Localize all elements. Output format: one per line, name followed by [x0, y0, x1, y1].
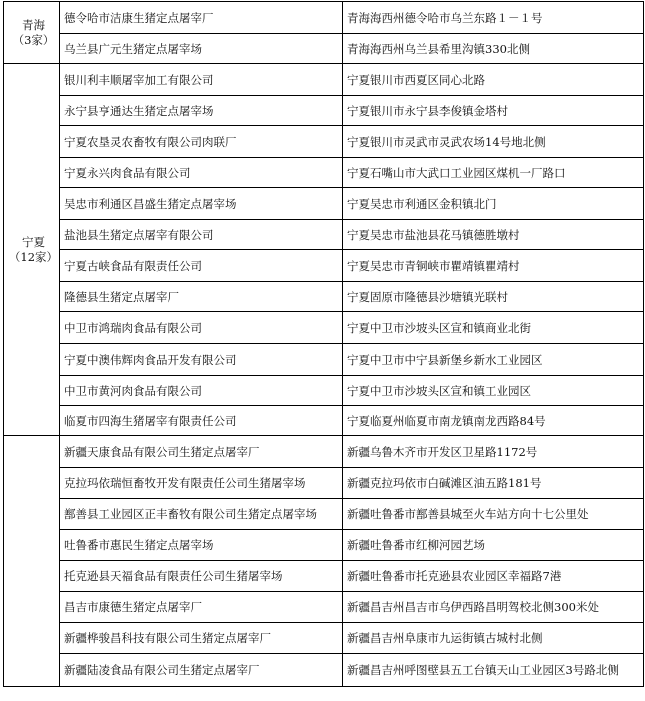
- table-row: [4, 2, 644, 34]
- table-row: [4, 250, 644, 282]
- company-name-cell: 乌兰县广元生猪定点屠宰场: [60, 34, 343, 64]
- address-cell: 宁夏吴忠市利通区金积镇北门: [343, 188, 644, 220]
- region-cell: [4, 2, 60, 64]
- slaughterhouse-table: [3, 1, 644, 687]
- company-name-cell: 德令哈市洁康生猪定点屠宰厂: [60, 2, 343, 34]
- address-cell: 宁夏中卫市沙坡头区宣和镇工业园区: [343, 376, 644, 406]
- address-cell: 青海海西州德令哈市乌兰东路１－１号: [343, 2, 644, 34]
- company-name-cell: 中卫市黄河肉食品有限公司: [60, 376, 343, 406]
- address-cell: 宁夏临夏州临夏市南龙镇南龙西路84号: [343, 406, 644, 436]
- table-body: [4, 2, 644, 687]
- region-count: （12家）: [8, 249, 59, 264]
- address-cell: 新疆昌吉州阜康市九运街镇古城村北侧: [343, 623, 644, 654]
- table-row: [4, 64, 644, 96]
- address-cell: 新疆吐鲁番市托克逊县农业园区幸福路7港: [343, 561, 644, 592]
- table-row: [4, 34, 644, 64]
- table-row: [4, 499, 644, 530]
- table-row: [4, 188, 644, 220]
- address-cell: 新疆吐鲁番市鄯善县城至火车站方向十七公里处: [343, 499, 644, 530]
- company-name-cell: 中卫市鸿瑞肉食品有限公司: [60, 312, 343, 344]
- table-row: [4, 530, 644, 561]
- address-cell: 宁夏中卫市沙坡头区宣和镇商业北街: [343, 312, 644, 344]
- company-name-cell: 昌吉市康德生猪定点屠宰厂: [60, 592, 343, 623]
- address-cell: 新疆克拉玛依市白碱滩区油五路181号: [343, 468, 644, 499]
- table-row: [4, 406, 644, 436]
- region-name: 青海: [22, 17, 45, 32]
- company-name-cell: 托克逊县天福食品有限责任公司生猪屠宰场: [60, 561, 343, 592]
- address-cell: 宁夏银川市西夏区同心北路: [343, 64, 644, 96]
- company-name-cell: 宁夏农垦灵农畜牧有限公司肉联厂: [60, 126, 343, 158]
- company-name-cell: 新疆陆凌食品有限公司生猪定点屠宰厂: [60, 654, 343, 687]
- address-cell: 宁夏中卫市中宁县新堡乡新水工业园区: [343, 344, 644, 376]
- region-count: （3家）: [12, 32, 55, 47]
- region-cell: [4, 436, 60, 687]
- company-name-cell: 新疆桦骏昌科技有限公司生猪定点屠宰厂: [60, 623, 343, 654]
- company-name-cell: 新疆天康食品有限公司生猪定点屠宰厂: [60, 436, 343, 468]
- region-cell: [4, 64, 60, 436]
- company-name-cell: 吐鲁番市惠民生猪定点屠宰场: [60, 530, 343, 561]
- address-cell: 新疆昌吉州呼图壁县五工台镇天山工业园区3号路北侧: [343, 654, 644, 687]
- table-row: [4, 344, 644, 376]
- table-row: [4, 592, 644, 623]
- table-row: [4, 126, 644, 158]
- company-name-cell: 宁夏古峡食品有限责任公司: [60, 250, 343, 282]
- table-row: [4, 312, 644, 344]
- table-row: [4, 220, 644, 250]
- address-cell: 新疆昌吉州昌吉市乌伊西路昌明驾校北侧300米处: [343, 592, 644, 623]
- address-cell: 宁夏银川市灵武市灵武农场14号地北侧: [343, 126, 644, 158]
- table-row: [4, 376, 644, 406]
- address-cell: 宁夏石嘴山市大武口工业园区煤机一厂路口: [343, 158, 644, 188]
- table-row: [4, 158, 644, 188]
- company-name-cell: 盐池县生猪定点屠宰有限公司: [60, 220, 343, 250]
- company-name-cell: 吴忠市利通区昌盛生猪定点屠宰场: [60, 188, 343, 220]
- company-name-cell: 银川利丰顺屠宰加工有限公司: [60, 64, 343, 96]
- region-name: 宁夏: [22, 234, 45, 249]
- company-name-cell: 永宁县亨通达生猪定点屠宰场: [60, 96, 343, 126]
- table-row: [4, 96, 644, 126]
- table-row: [4, 282, 644, 312]
- table-row: [4, 436, 644, 468]
- company-name-cell: 克拉玛依瑞恒畜牧开发有限责任公司生猪屠宰场: [60, 468, 343, 499]
- company-name-cell: 宁夏永兴肉食品有限公司: [60, 158, 343, 188]
- company-name-cell: 隆德县生猪定点屠宰厂: [60, 282, 343, 312]
- address-cell: 宁夏银川市永宁县李俊镇金塔村: [343, 96, 644, 126]
- address-cell: 宁夏吴忠市青铜峡市瞿靖镇瞿靖村: [343, 250, 644, 282]
- address-cell: 新疆吐鲁番市红柳河园艺场: [343, 530, 644, 561]
- address-cell: 宁夏固原市隆德县沙塘镇光联村: [343, 282, 644, 312]
- company-name-cell: 鄯善县工业园区正丰畜牧有限公司生猪定点屠宰场: [60, 499, 343, 530]
- address-cell: 青海海西州乌兰县希里沟镇330北侧: [343, 34, 644, 64]
- company-name-cell: 临夏市四海生猪屠宰有限责任公司: [60, 406, 343, 436]
- table-row: [4, 468, 644, 499]
- address-cell: 宁夏吴忠市盐池县花马镇德胜墩村: [343, 220, 644, 250]
- address-cell: 新疆乌鲁木齐市开发区卫星路1172号: [343, 436, 644, 468]
- table-row: [4, 654, 644, 687]
- table-row: [4, 561, 644, 592]
- company-name-cell: 宁夏中澳伟辉肉食品开发有限公司: [60, 344, 343, 376]
- table-row: [4, 623, 644, 654]
